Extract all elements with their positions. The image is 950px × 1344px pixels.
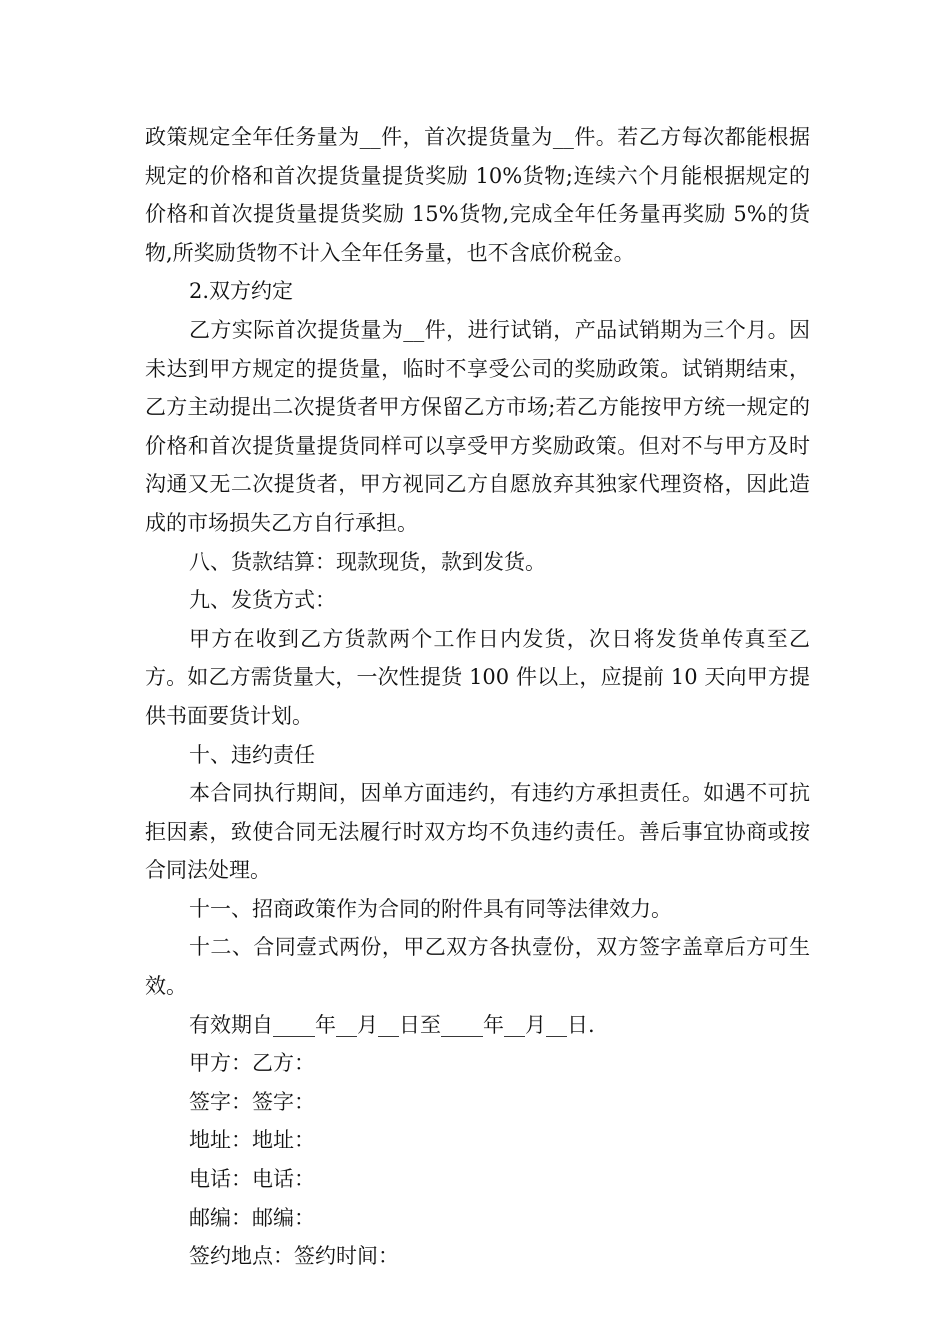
signature-postcode-line: 邮编：邮编： — [189, 1205, 315, 1230]
shipping-paragraph: 甲方在收到乙方货款两个工作日内发货，次日将发货单传真至乙方。如乙方需货量大，一次性提货 100 件以上，应提前 10 天向甲方提供书面要货计划。 — [145, 626, 810, 728]
signature-place-time-line: 签约地点：签约时间： — [189, 1244, 399, 1269]
section-heading-agreement: 2.双方约定 — [189, 279, 294, 304]
validity-period: 有效期自____年__月__日至____年__月__日. — [189, 1012, 595, 1037]
liability-paragraph: 本合同执行期间，因单方面违约，有违约方承担责任。如遇不可抗拒因素，致使合同无法履行时双方均不负违约责任。善后事宜协商或按合同法处理。 — [145, 781, 810, 883]
signature-address-line: 地址：地址： — [189, 1128, 315, 1153]
signature-party-line: 甲方：乙方： — [189, 1051, 315, 1076]
section-payment: 八、货款结算：现款现货，款到发货。 — [189, 549, 546, 574]
trial-sales-paragraph: 乙方实际首次提货量为__件，进行试销，产品试销期为三个月。因未达到甲方规定的提货量，临时不享受公司的奖励政策。试销期结束，乙方主动提出二次提货者甲方保留乙方市场;若乙方能按甲方统一规定的价格和首次提货量提货同样可以享受甲方奖励政策。但对不与甲方及时沟通又无二次提货者，甲方视同乙方自愿放弃其独家代理资格，因此造成的市场损失乙方自行承担。 — [145, 317, 810, 535]
signature-sign-line: 签字：签字： — [189, 1089, 315, 1114]
document-body — [145, 118, 810, 1276]
section-attachment: 十一、招商政策作为合同的附件具有同等法律效力。 — [189, 896, 672, 921]
signature-phone-line: 电话：电话： — [189, 1167, 315, 1192]
section-heading-liability: 十、违约责任 — [189, 742, 315, 767]
policy-paragraph: 政策规定全年任务量为__件，首次提货量为__件。若乙方每次都能根据规定的价格和首次提货量提货奖励 10%货物;连续六个月能根据规定的价格和首次提货量提货奖励 15%货物,完成全年任务量再奖励 5%的货物,所奖励货物不计入全年任务量，也不含底价税金。 — [145, 125, 810, 265]
section-heading-shipping: 九、发货方式： — [189, 588, 336, 613]
section-copies: 十二、合同壹式两份，甲乙双方各执壹份，双方签字盖章后方可生效。 — [145, 935, 810, 999]
